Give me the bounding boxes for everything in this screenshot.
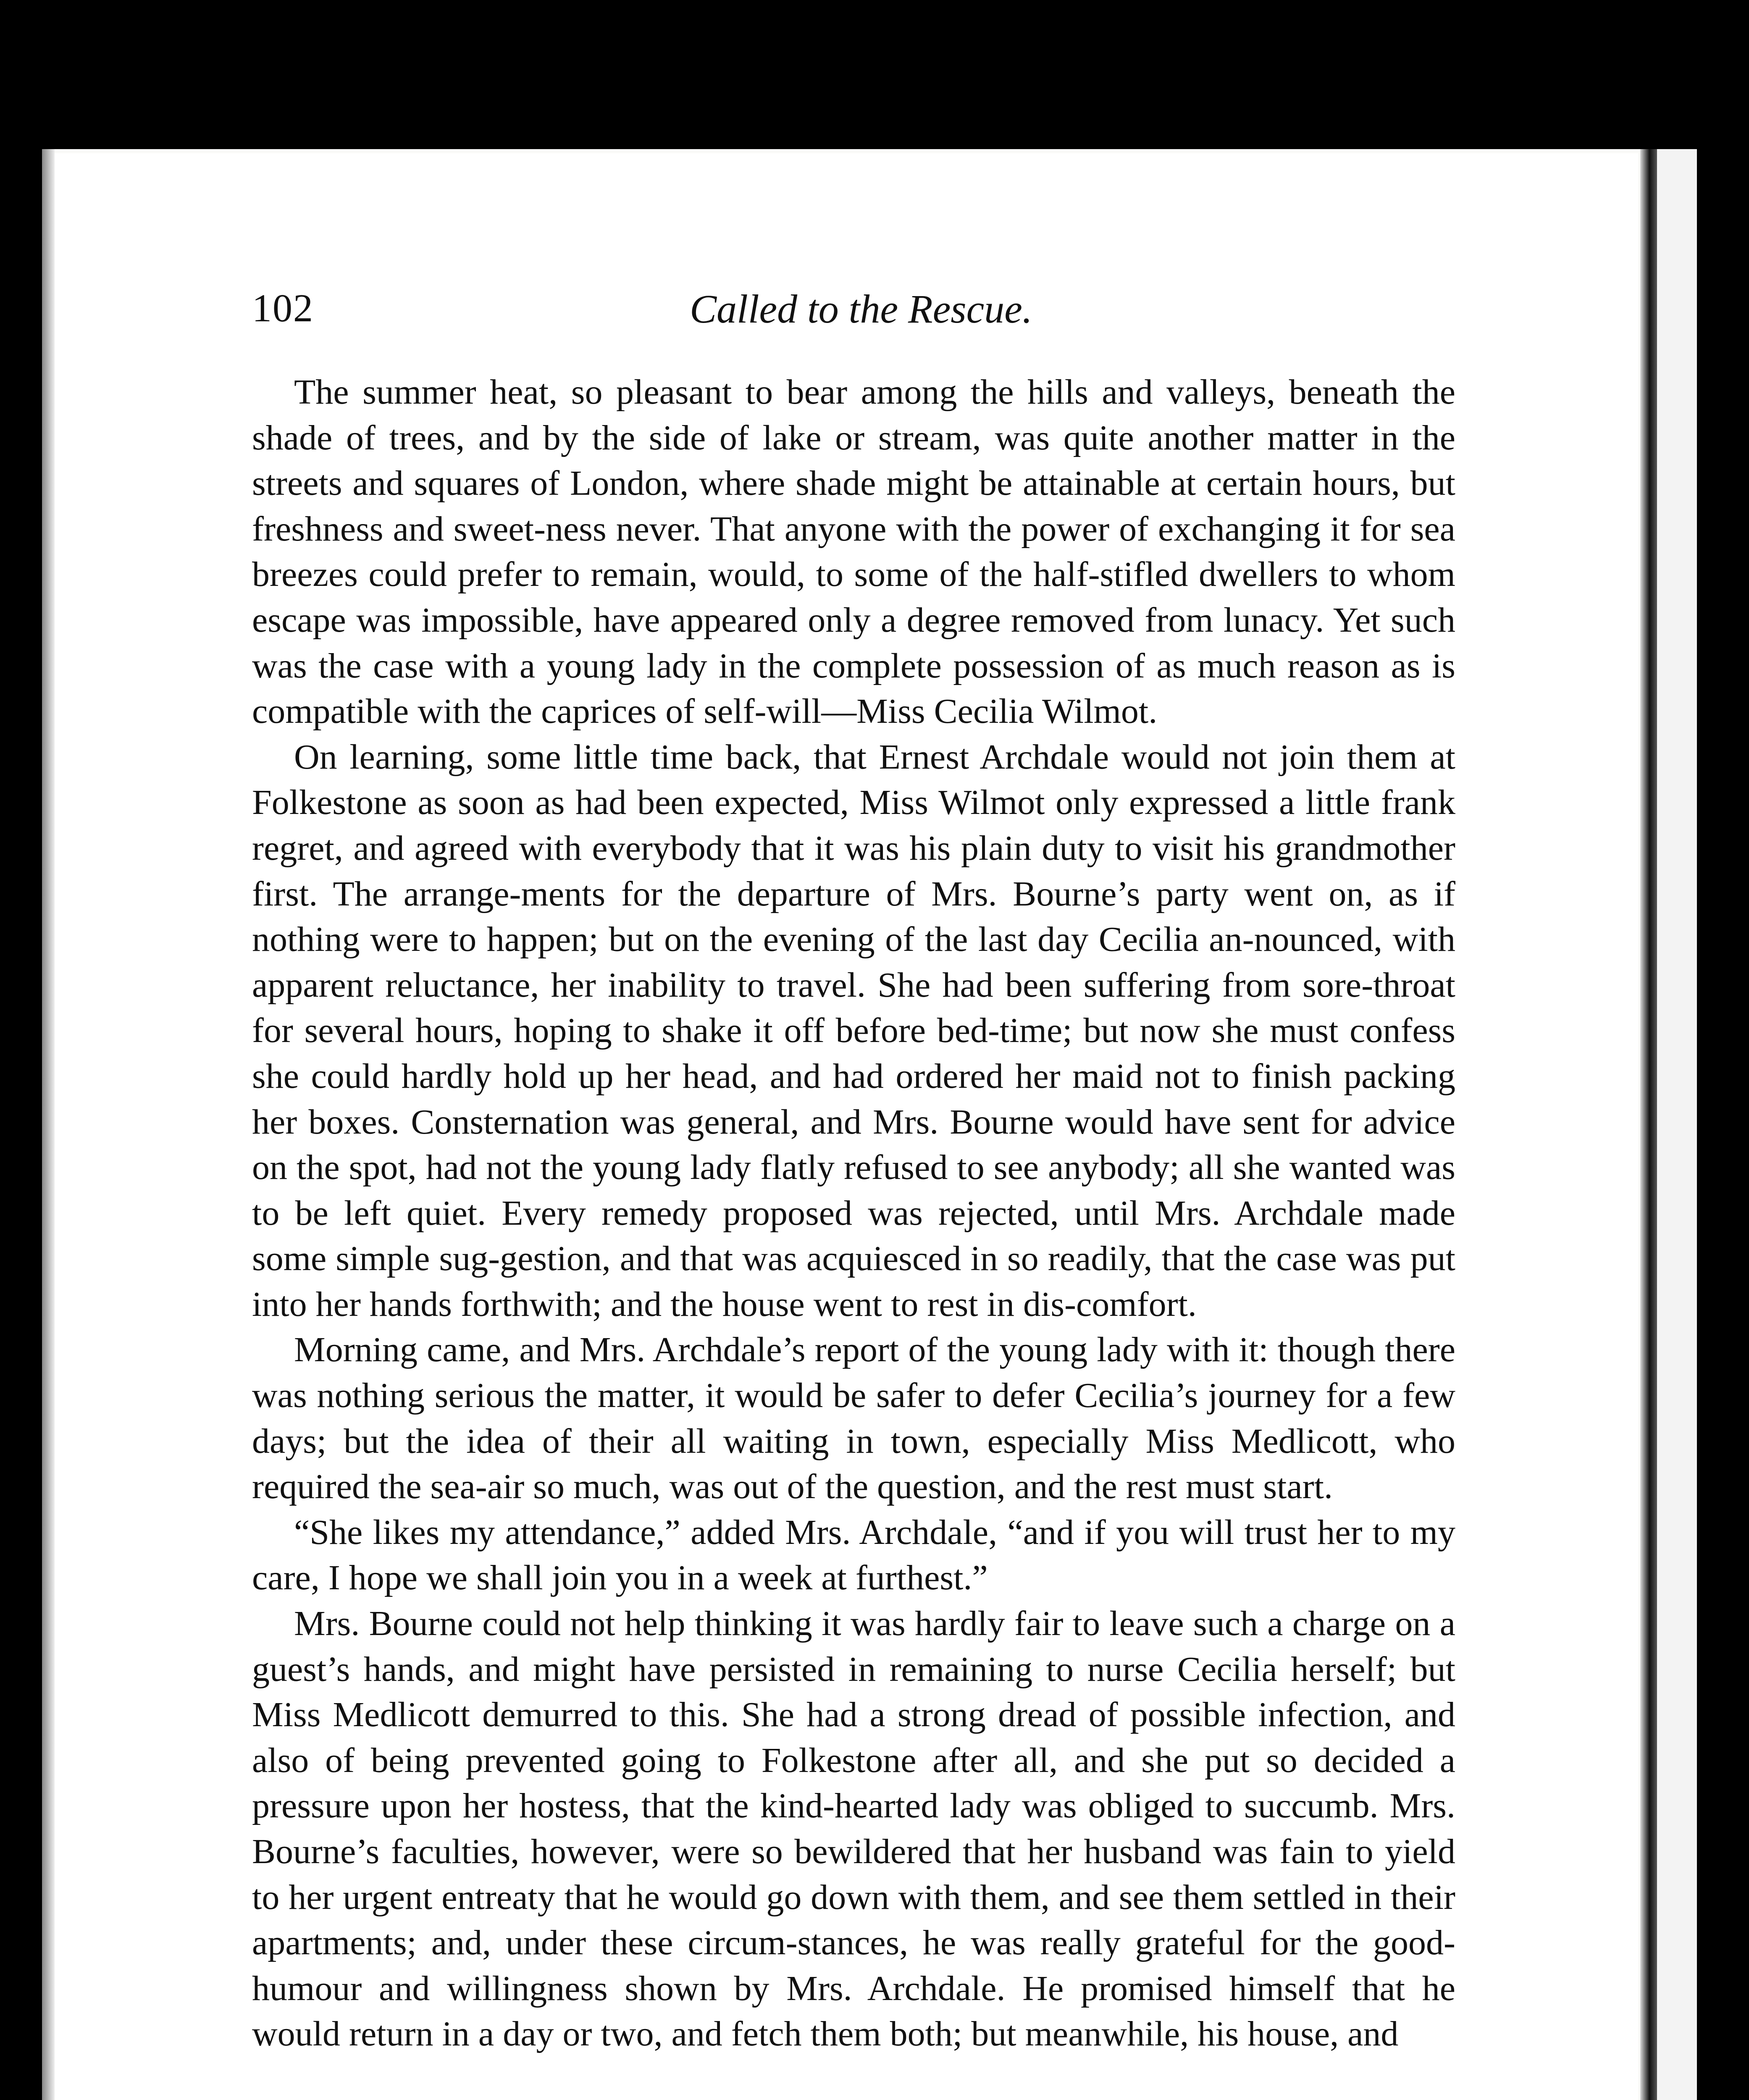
paragraph-2: On learning, some little time back, that Ernest Archdale would not join them at Folkestone as soon as had been expected, Miss Wilmot only expressed a little frank regret, and agreed with everybody that it was his plain duty to visit his grandmother first. The arrange-ments for the departure of Mrs. Bourne’s party went on, as if nothing were to happen; but on the evening of the last day Cecilia an-nounced, with apparent reluctance, her inability to travel. She had been suffering from sore-throat for several hours, hoping to shake it off before bed-time; but now she must confess she could hardly hold up her head, and had ordered her maid not to finish packing her boxes. Consternation was general, and Mrs. Bourne would have sent for advice on the spot, had not the young lady flatly refused to see anybody; all she wanted was to be left quiet. Every remedy proposed was rejected, until Mrs. Archdale made some simple sug-gestion, and that was acquiesced in so readily, that the case was put into her hands forthwith; and the house went to rest in dis-comfort. [252,737,1455,1324]
body-text [252,370,1455,2057]
page-gutter-shadow [1640,149,1657,2100]
page-title: Called to the Rescue. [690,286,1032,331]
running-head [252,286,1470,332]
page-left-edge [42,149,55,2100]
paragraph-3: Morning came, and Mrs. Archdale’s report of the young lady with it: though there was nothing serious the matter, it would be safer to defer Cecilia’s journey for a few days; but the idea of their all waiting in town, especially Miss Medlicott, who required the sea-air so much, was out of the question, and the rest must start. [252,1330,1455,1507]
facing-page-edge [1657,149,1697,2100]
paragraph-1: The summer heat, so pleasant to bear among the hills and valleys, beneath the shade of trees, and by the side of lake or stream, was quite another matter in the streets and squares of London, where shade might be attainable at certain hours, but freshness and sweet-ness never. That anyone with the power of exchanging it for sea breezes could prefer to remain, would, to some of the half-stifled dwellers to whom escape was impossible, have appeared only a degree removed from lunacy. Yet such was the case with a young lady in the complete possession of as much reason as is compatible with the caprices of self-will—Miss Cecilia Wilmot. [252,373,1455,731]
page-number: 102 [252,286,314,330]
paragraph-5: Mrs. Bourne could not help thinking it was hardly fair to leave such a charge on a guest’s hands, and might have persisted in remaining to nurse Cecilia herself; but Miss Medlicott demurred to this. She had a strong dread of possible infection, and also of being prevented going to Folkestone after all, and she put so decided a pressure upon her hostess, that the kind-hearted lady was obliged to succumb. Mrs. Bourne’s faculties, however, were so bewildered that her husband was fain to yield to her urgent entreaty that he would go down with them, and see them settled in their apartments; and, under these circum-stances, he was really grateful for the good-humour and willingness shown by Mrs. Archdale. He promised himself that he would return in a day or two, and fetch them both; but meanwhile, his house, and [252,1604,1455,2054]
paragraph-4: “She likes my attendance,” added Mrs. Archdale, “and if you will trust her to my care, I hope we shall join you in a week at furthest.” [252,1512,1455,1598]
